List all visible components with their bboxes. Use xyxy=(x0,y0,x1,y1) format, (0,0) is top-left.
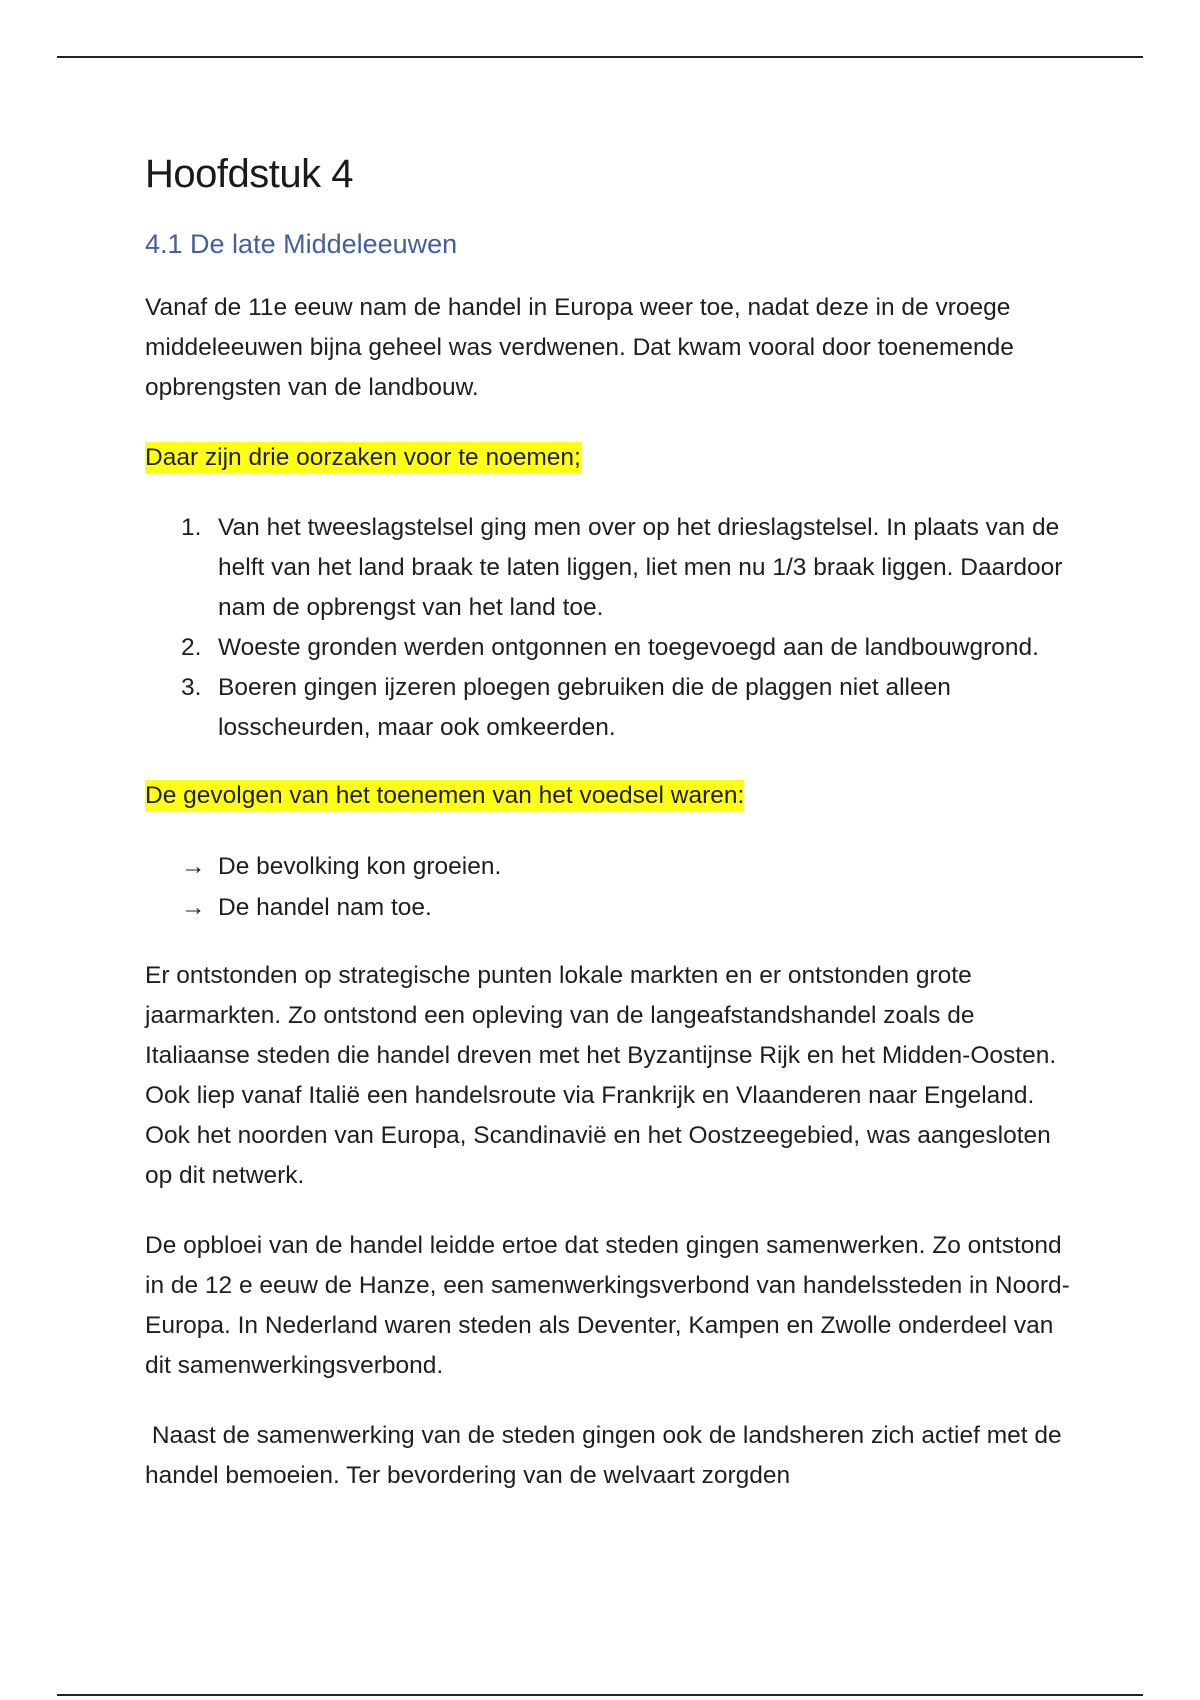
footer-rule xyxy=(57,1694,1143,1696)
document-body xyxy=(145,148,1075,1526)
arrow-right-icon: → xyxy=(181,894,206,921)
list-number: 1. xyxy=(181,514,202,541)
consequences-list xyxy=(145,846,1075,928)
causes-highlight: Daar zijn drie oorzaken voor te noemen; xyxy=(145,444,581,471)
causes-list xyxy=(145,508,1075,748)
lords-paragraph: Naast de samenwerking van de steden gingen ook de landsheren zich actief met de handel bemoeien. Ter bevordering van de welvaart zorgden xyxy=(145,1422,1069,1489)
consequences-highlight: De gevolgen van het toenemen van het voedsel waren: xyxy=(145,782,745,809)
list-item-text: Boeren gingen ijzeren ploegen gebruiken die de plaggen niet alleen losscheurden, maar ook omkeerden. xyxy=(218,674,951,741)
section-heading: 4.1 De late Middeleeuwen xyxy=(145,229,458,259)
arrow-right-icon: → xyxy=(181,853,206,880)
causes-heading xyxy=(145,438,1075,478)
list-item xyxy=(145,887,1075,928)
list-number: 3. xyxy=(181,674,202,701)
list-item xyxy=(145,846,1075,887)
consequences-heading xyxy=(145,776,1075,816)
hanze-paragraph: De opbloei van de handel leidde ertoe dat steden gingen samenwerken. Zo ontstond in de 12 e eeuw de Hanze, een samenwerkingsverbond van handelssteden in Noord-Europa. In Nederland waren steden als Deventer, Kampen en Zwolle onderdeel van dit samenwerkingsverbond. xyxy=(145,1232,1070,1379)
list-number: 2. xyxy=(181,634,202,661)
list-item-text: De bevolking kon groeien. xyxy=(218,853,502,880)
list-item-text: Woeste gronden werden ontgonnen en toegevoegd aan de landbouwgrond. xyxy=(218,634,1039,661)
list-item xyxy=(145,668,1075,748)
list-item xyxy=(145,628,1075,668)
chapter-title: Hoofdstuk 4 xyxy=(145,152,353,196)
list-item-text: De handel nam toe. xyxy=(218,894,432,921)
list-item xyxy=(145,508,1075,628)
list-item-text: Van het tweeslagstelsel ging men over op het drieslagstelsel. In plaats van de helft van het land braak te laten liggen, liet men nu 1/3 braak liggen. Daardoor nam de opbrengst van het land toe. xyxy=(218,514,1063,621)
markets-paragraph: Er ontstonden op strategische punten lokale markten en er ontstonden grote jaarmarkten. Zo ontstond een opleving van de langeafstandshandel zoals de Italiaanse steden die handel dreven met het Byzantijnse Rijk en het Midden-Oosten. Ook liep vanaf Italië een handelsroute via Frankrijk en Vlaanderen naar Engeland. Ook het noorden van Europa, Scandinavië en het Oostzeegebied, was aangesloten op dit netwerk. xyxy=(145,962,1057,1189)
intro-paragraph: Vanaf de 11e eeuw nam de handel in Europa weer toe, nadat deze in de vroege middeleeuwen bijna geheel was verdwenen. Dat kwam vooral door toenemende opbrengsten van de landbouw. xyxy=(145,294,1014,401)
header-rule xyxy=(57,56,1143,58)
